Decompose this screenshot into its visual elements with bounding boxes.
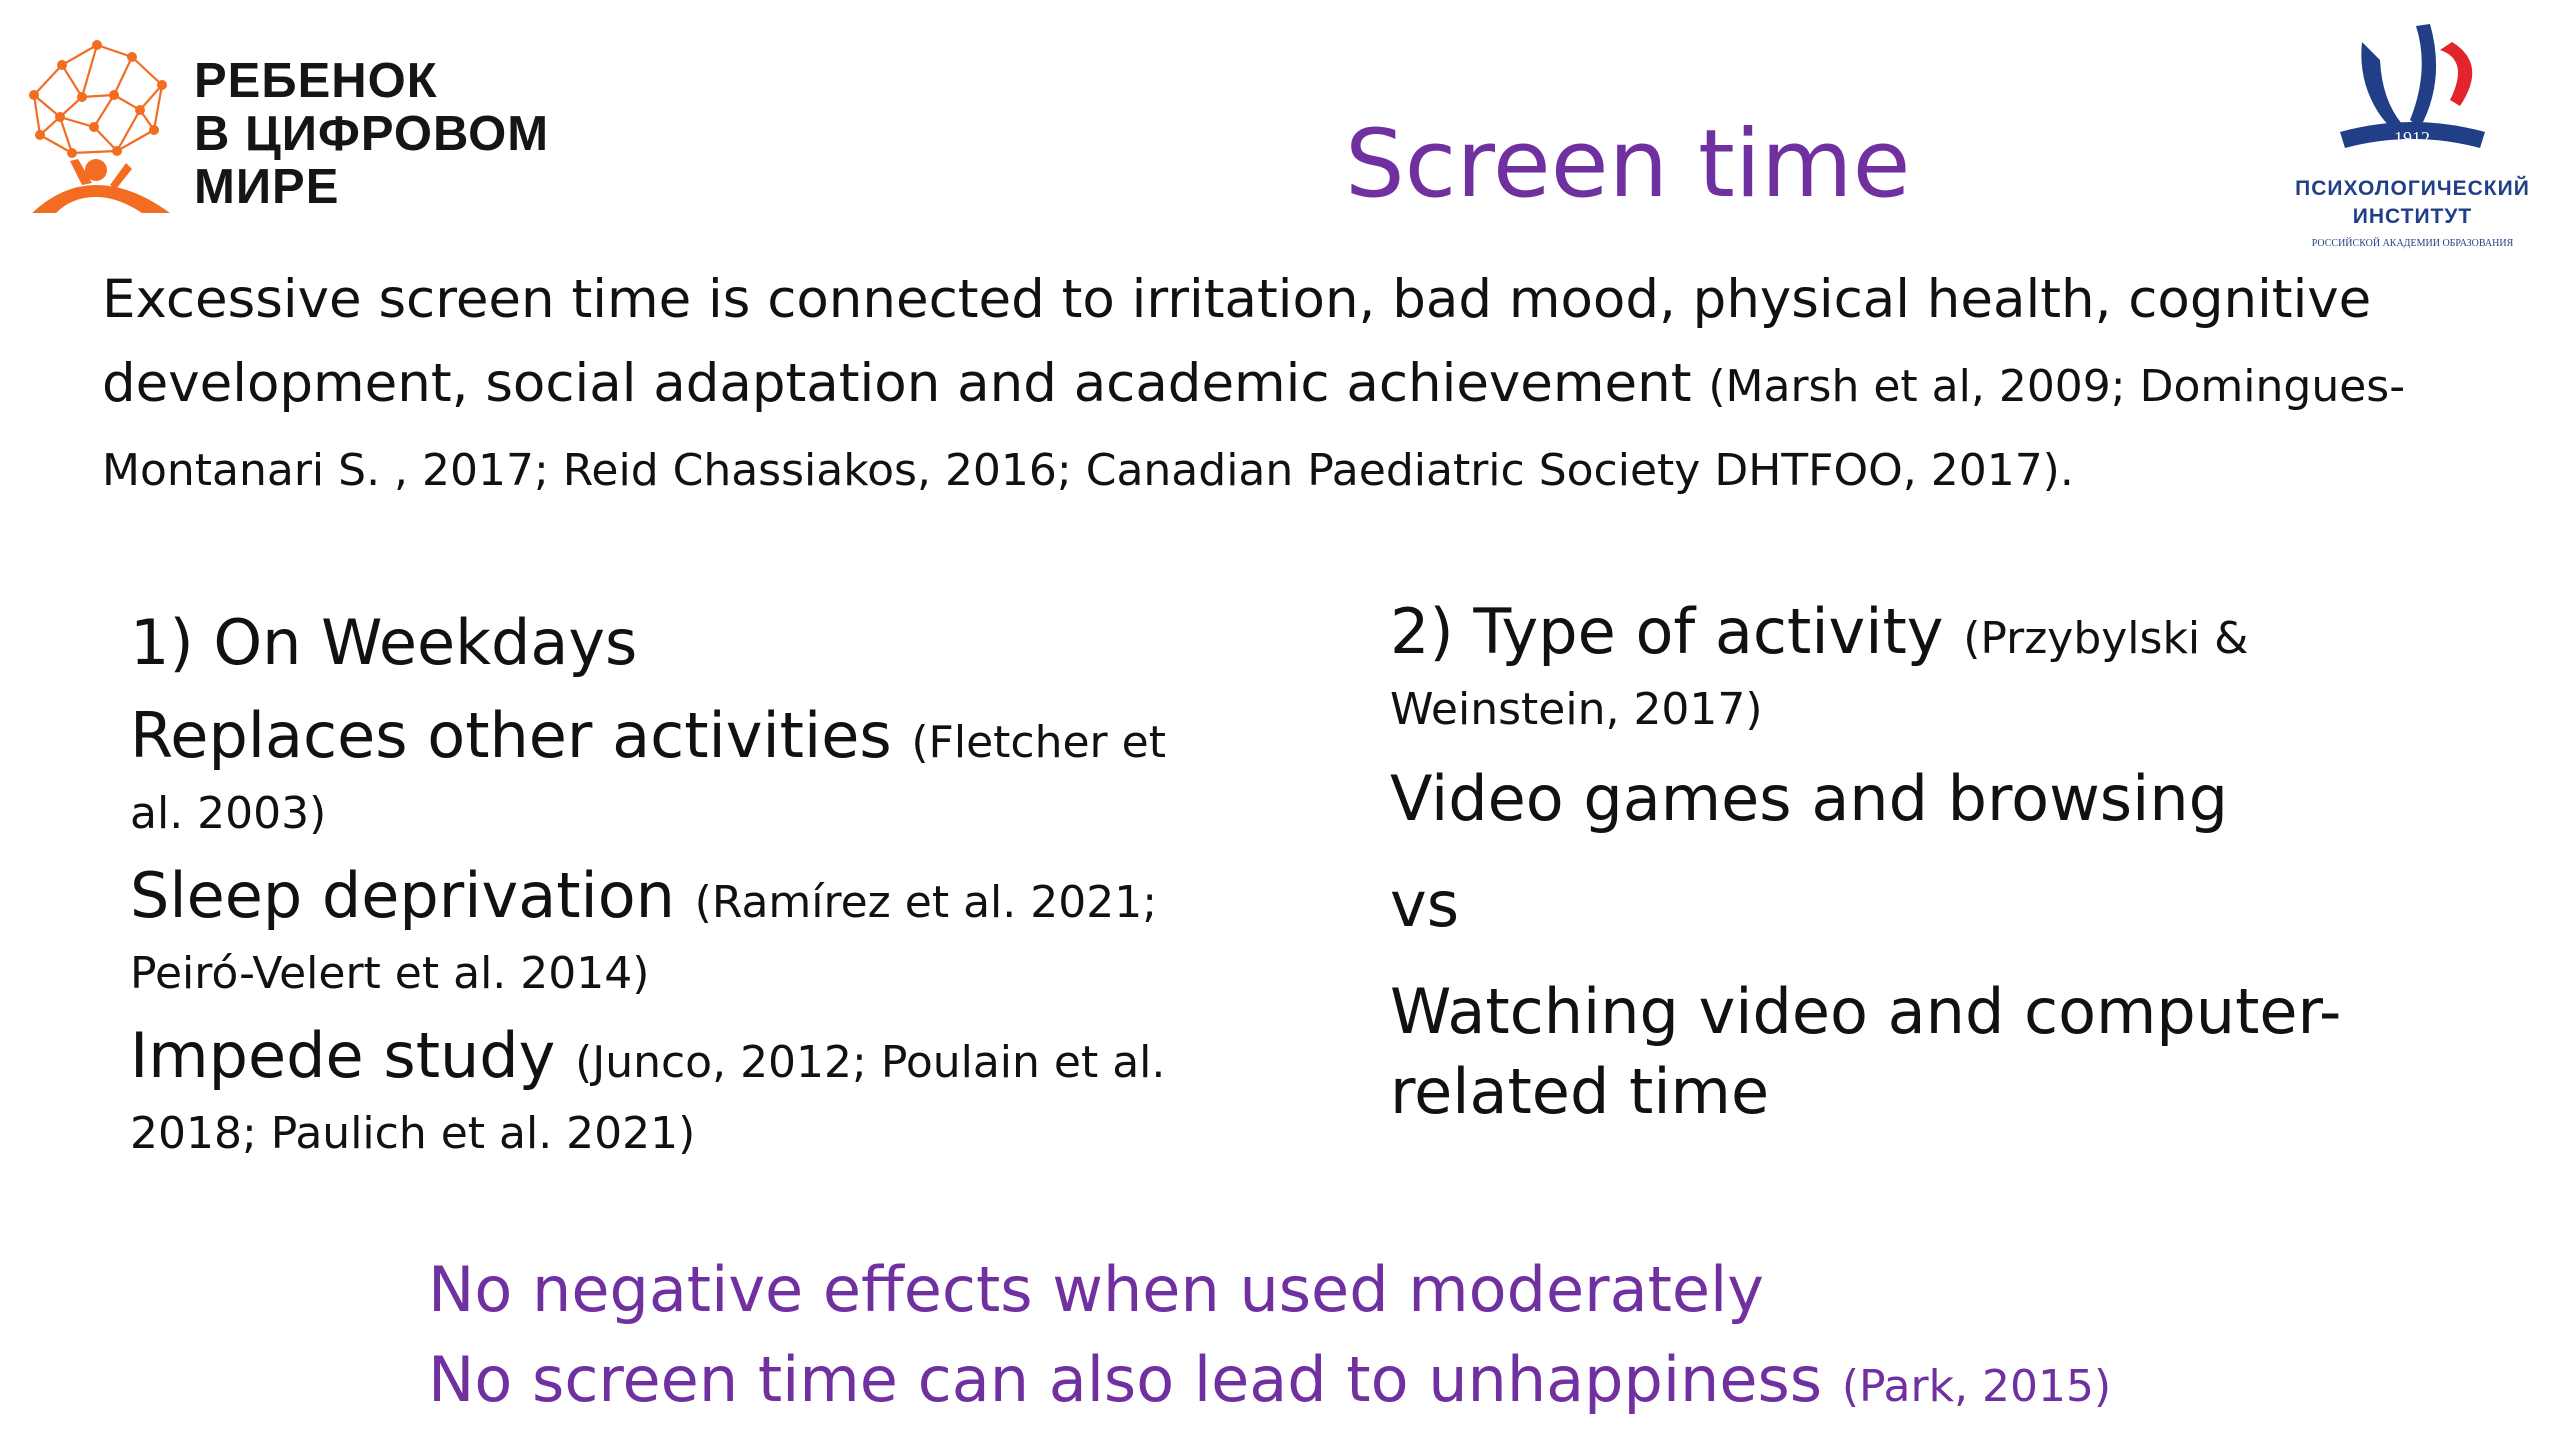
logo-line-3: МИРЕ <box>194 160 340 214</box>
institute-year: 1912 <box>2394 128 2430 148</box>
logo-text <box>194 55 549 214</box>
summary-citation: (Park, 2015) <box>1841 1361 2112 1412</box>
intro-citation: (Marsh et al, 2009; Domingues-Montanari S. , 2017; Reid Chassiakos, 2016; Canadian Paediatric Society DHTFOO, 2017). <box>102 361 2406 496</box>
watching-video-line: Watching video and computer-related time <box>1390 975 2342 1128</box>
child-in-digital-world-logo <box>22 35 582 220</box>
institute-name-line-2: ИНСТИТУТ <box>2352 205 2473 228</box>
summary-line-2 <box>428 1335 2328 1432</box>
logo-line-1: РЕБЕНОК <box>194 54 438 108</box>
effect-item <box>130 699 1190 845</box>
summary-line-2-text: No screen time can also lead to unhappiness <box>428 1343 1823 1416</box>
psychological-institute-logo <box>2280 20 2545 260</box>
weekdays-column <box>130 600 1190 1165</box>
activity-type-heading-text: 2) Type of activity <box>1390 595 1944 668</box>
institute-name-line-3: РОССИЙСКОЙ АКАДЕМИИ ОБРАЗОВАНИЯ <box>2311 238 2514 249</box>
effect-citation: (Fletcher et al. 2003) <box>130 717 1166 839</box>
institute-emblem-icon <box>2320 20 2505 170</box>
logo-line-2: В ЦИФРОВОМ <box>194 107 550 161</box>
institute-name-line-1: ПСИХОЛОГИЧЕСКИЙ <box>2295 177 2530 200</box>
effect-text: Replaces other activities <box>130 699 892 772</box>
video-games-line: Video games and browsing <box>1390 762 2228 835</box>
intro-text: Excessive screen time is connected to irritation, bad mood, physical health, cognitive development, social adaptation and academic achievement <box>102 269 2372 414</box>
effect-item <box>130 1019 1190 1165</box>
summary-line-1: No negative effects when used moderately <box>428 1253 1764 1326</box>
effect-citation: (Junco, 2012; Poulain et al. 2018; Paulich et al. 2021) <box>130 1037 1166 1159</box>
slide-title: Screen time <box>1345 110 1911 219</box>
brain-network-icon <box>22 35 172 215</box>
versus-label: vs <box>1390 868 1459 941</box>
effect-citation: (Ramírez et al. 2021; Peiró-Velert et al. 2014) <box>130 877 1158 999</box>
activity-type-column <box>1390 595 2430 1132</box>
summary-block <box>428 1245 2328 1432</box>
weekdays-heading: 1) On Weekdays <box>130 606 638 679</box>
effect-item <box>130 859 1190 1005</box>
activity-type-heading <box>1390 595 2430 742</box>
effect-text: Impede study <box>130 1019 556 1092</box>
intro-paragraph <box>102 258 2452 510</box>
activity-type-citation: (Przybylski & Weinstein, 2017) <box>1390 613 2249 735</box>
effect-text: Sleep deprivation <box>130 859 675 932</box>
